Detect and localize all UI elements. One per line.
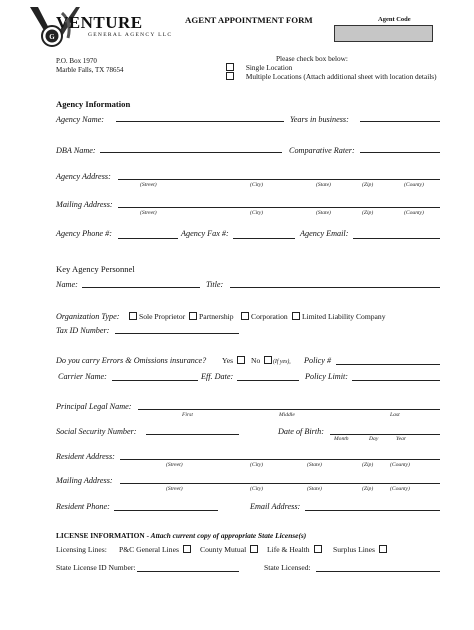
license-surplus-checkbox[interactable]	[379, 545, 387, 553]
org-sole-label: Sole Proprietor	[139, 312, 186, 321]
license-county-mutual-checkbox[interactable]	[250, 545, 258, 553]
agency-address-field[interactable]	[118, 179, 440, 180]
email-address-label: Email Address:	[250, 502, 301, 511]
state-license-id-field[interactable]	[137, 571, 239, 572]
org-corporation-checkbox[interactable]	[241, 312, 249, 320]
personnel-name-label: Name:	[56, 280, 78, 289]
license-county-mutual-label: County Mutual	[200, 545, 247, 554]
eff-date-field[interactable]	[237, 380, 299, 381]
address-line-2: Marble Falls, TX 78654	[56, 66, 124, 74]
agency-address-state: (State)	[316, 182, 331, 188]
org-llc-checkbox[interactable]	[292, 312, 300, 320]
state-licensed-label: State Licensed:	[264, 563, 311, 572]
eo-if-yes: (If yes),	[273, 359, 291, 365]
agency-phone-field[interactable]	[118, 238, 178, 239]
eff-date-label: Eff. Date:	[201, 372, 234, 381]
resident-state: (State)	[307, 462, 322, 468]
agency-mailing-county: (County)	[404, 210, 424, 216]
agency-phone-label: Agency Phone #:	[56, 229, 112, 238]
eo-no-label: No	[251, 356, 261, 365]
licensing-lines-label: Licensing Lines:	[56, 545, 107, 554]
key-personnel-heading: Key Agency Personnel	[56, 264, 135, 274]
org-corporation-label: Corporation	[251, 312, 288, 321]
personnel-title-field[interactable]	[230, 287, 440, 288]
principal-mailing-city: (City)	[250, 486, 264, 492]
agency-name-label: Agency Name:	[56, 115, 104, 124]
state-licensed-field[interactable]	[316, 571, 440, 572]
dob-day: Day	[369, 436, 379, 442]
agency-address-county: (County)	[404, 182, 424, 188]
resident-county: (County)	[390, 462, 410, 468]
org-partnership-option[interactable]	[189, 312, 234, 322]
agency-name-field[interactable]	[116, 121, 284, 122]
policy-limit-label: Policy Limit:	[305, 372, 348, 381]
license-pc-checkbox[interactable]	[183, 545, 191, 553]
eo-yes-label: Yes	[222, 356, 234, 365]
agency-information-heading: Agency Information	[56, 99, 131, 109]
eo-yes-checkbox[interactable]	[237, 356, 245, 364]
principal-mailing-address-label: Mailing Address:	[56, 476, 113, 485]
address-line-1: P.O. Box 1970	[56, 57, 97, 65]
ssn-field[interactable]	[146, 434, 239, 435]
agency-mailing-zip: (Zip)	[362, 210, 374, 216]
resident-zip: (Zip)	[362, 462, 374, 468]
eo-question: Do you carry Errors & Omissions insurance?	[56, 356, 207, 365]
org-corporation-option[interactable]	[241, 312, 288, 322]
eo-yes-option[interactable]	[222, 356, 247, 366]
multiple-locations-label: Multiple Locations (Attach additional sheet with location details)	[245, 72, 437, 81]
dob-month: Month	[334, 436, 349, 442]
principal-legal-name-label: Principal Legal Name:	[56, 402, 132, 411]
agency-mailing-address-label: Mailing Address:	[56, 200, 113, 209]
dba-name-label: DBA Name:	[56, 146, 96, 155]
principal-last: Last	[390, 412, 400, 418]
agency-address-zip: (Zip)	[362, 182, 374, 188]
org-sole-proprietor-option[interactable]	[129, 312, 185, 322]
policy-limit-field[interactable]	[352, 380, 440, 381]
org-llc-option[interactable]	[292, 312, 386, 322]
license-life-health-option[interactable]	[267, 545, 324, 555]
dba-name-field[interactable]	[100, 152, 282, 153]
agency-address-city: (City)	[250, 182, 264, 188]
logo-name: VENTURE	[56, 13, 143, 32]
license-pc-option[interactable]	[119, 545, 193, 555]
agency-mailing-address-field[interactable]	[118, 207, 440, 208]
principal-legal-name-field[interactable]	[138, 409, 440, 410]
license-life-health-label: Life & Health	[267, 545, 310, 554]
principal-mailing-county: (County)	[390, 486, 410, 492]
license-title: LICENSE INFORMATION	[56, 531, 145, 540]
agency-fax-field[interactable]	[233, 238, 295, 239]
agent-code-label: Agent Code	[378, 16, 411, 23]
principal-mailing-address-field[interactable]	[120, 483, 440, 484]
org-partnership-label: Partnership	[199, 312, 234, 321]
resident-phone-label: Resident Phone:	[56, 502, 110, 511]
org-type-label: Organization Type:	[56, 312, 120, 321]
license-life-health-checkbox[interactable]	[314, 545, 322, 553]
resident-address-field[interactable]	[120, 459, 440, 460]
svg-text:G: G	[49, 33, 55, 41]
license-surplus-label: Surplus Lines	[333, 545, 375, 554]
org-llc-label: Limited Liability Company	[302, 312, 386, 321]
comparative-rater-field[interactable]	[360, 152, 440, 153]
agency-mailing-city: (City)	[250, 210, 264, 216]
email-address-field[interactable]	[305, 510, 440, 511]
check-prompt: Please check box below:	[276, 54, 348, 63]
state-license-id-label: State License ID Number:	[56, 563, 136, 572]
principal-mailing-state: (State)	[307, 486, 322, 492]
years-in-business-field[interactable]	[360, 121, 440, 122]
personnel-name-field[interactable]	[82, 287, 200, 288]
policy-number-label: Policy #	[304, 356, 332, 365]
org-partnership-checkbox[interactable]	[189, 312, 197, 320]
resident-phone-field[interactable]	[114, 510, 218, 511]
resident-city: (City)	[250, 462, 264, 468]
agency-email-field[interactable]	[353, 238, 440, 239]
dob-field[interactable]	[330, 434, 440, 435]
principal-mailing-zip: (Zip)	[362, 486, 374, 492]
agency-mailing-street: (Street)	[140, 210, 157, 216]
license-surplus-option[interactable]	[333, 545, 389, 555]
resident-street: (Street)	[166, 462, 183, 468]
principal-middle: Middle	[279, 412, 295, 418]
single-location-label: Single Location	[245, 63, 293, 72]
years-in-business-label: Years in business:	[290, 115, 349, 124]
ssn-label: Social Security Number:	[56, 427, 137, 436]
agency-fax-label: Agency Fax #:	[181, 229, 229, 238]
policy-number-field[interactable]	[336, 364, 440, 365]
multiple-locations-option[interactable]	[226, 72, 437, 82]
org-sole-checkbox[interactable]	[129, 312, 137, 320]
agent-code-field[interactable]	[334, 25, 433, 42]
principal-mailing-street: (Street)	[166, 486, 183, 492]
agency-address-street: (Street)	[140, 182, 157, 188]
logo-subtitle: GENERAL AGENCY LLC	[88, 32, 173, 38]
license-heading	[56, 531, 306, 541]
personnel-title-label: Title:	[206, 280, 224, 289]
license-note: - Attach current copy of appropriate State License(s)	[144, 531, 307, 540]
principal-first: First	[182, 412, 193, 418]
multiple-locations-checkbox[interactable]	[226, 72, 234, 80]
agency-mailing-state: (State)	[316, 210, 331, 216]
eo-no-option[interactable]	[251, 356, 274, 366]
tax-id-label: Tax ID Number:	[56, 326, 110, 335]
dob-label: Date of Birth:	[278, 427, 324, 436]
form-title: AGENT APPOINTMENT FORM	[185, 15, 313, 25]
carrier-name-label: Carrier Name:	[58, 372, 107, 381]
tax-id-field[interactable]	[115, 333, 239, 334]
carrier-name-field[interactable]	[112, 380, 198, 381]
dob-year: Year	[396, 436, 407, 442]
agency-email-label: Agency Email:	[300, 229, 349, 238]
license-pc-label: P&C General Lines	[119, 545, 179, 554]
agency-address-label: Agency Address:	[56, 172, 111, 181]
single-location-checkbox[interactable]	[226, 63, 234, 71]
eo-no-checkbox[interactable]	[264, 356, 272, 364]
comparative-rater-label: Comparative Rater:	[289, 146, 355, 155]
resident-address-label: Resident Address:	[56, 452, 115, 461]
license-county-mutual-option[interactable]	[200, 545, 260, 555]
